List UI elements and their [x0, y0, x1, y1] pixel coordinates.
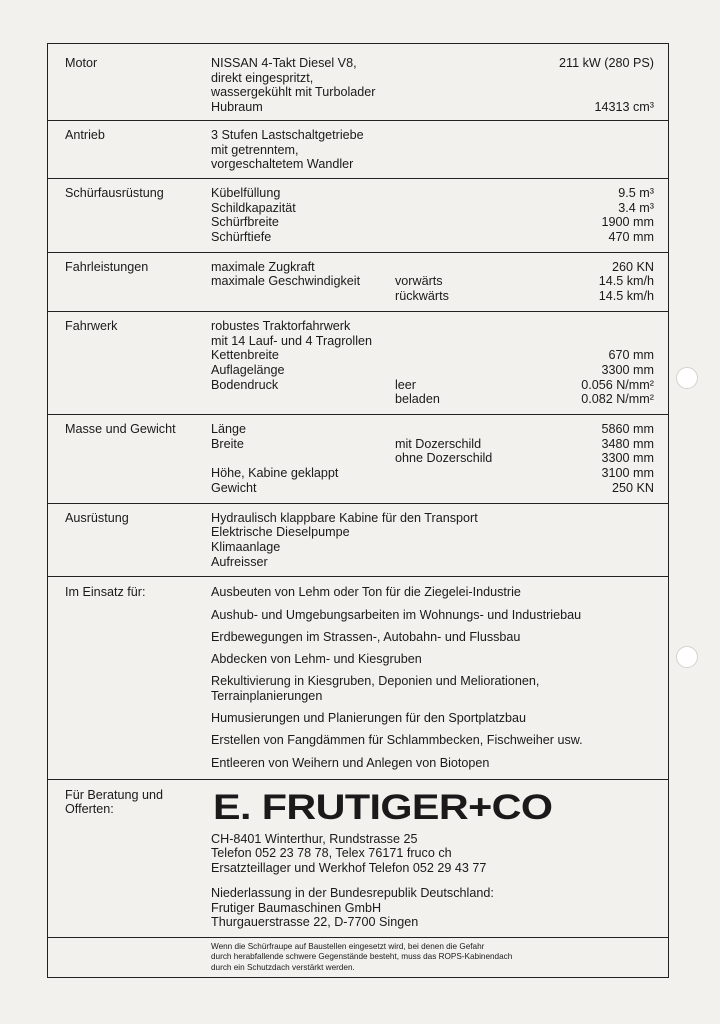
spec-sheet	[47, 43, 669, 978]
usage-item: Entleeren von Weihern und Anlegen von Biotopen	[211, 755, 490, 770]
spec-row	[211, 363, 654, 378]
spec-row	[211, 201, 654, 216]
spec-text: Hubraum	[211, 100, 263, 115]
section-label: Im Einsatz für:	[65, 585, 146, 600]
address-line: Ersatzteillager und Werkhof Telefon 052 29 43 77	[211, 861, 487, 876]
spec-value: 14313 cm³	[594, 100, 654, 115]
section-masse-gewicht	[48, 414, 668, 503]
spec-row	[211, 348, 654, 363]
section-ausruestung	[48, 503, 668, 577]
section-fahrleistungen	[48, 252, 668, 311]
usage-item: Ausbeuten von Lehm oder Ton für die Ziegelei-Industrie	[211, 585, 521, 600]
spec-value: 14.5 km/h	[598, 289, 654, 304]
spec-sub: leer	[395, 377, 416, 392]
address-line: CH-8401 Winterthur, Rundstrasse 25	[211, 831, 418, 846]
branch-line: Niederlassung in der Bundesrepublik Deutschland:	[211, 885, 494, 900]
spec-value: 3300 mm	[601, 362, 654, 377]
spec-row	[211, 71, 654, 86]
spec-text: Hydraulisch klappbare Kabine für den Transport	[211, 510, 478, 525]
spec-sub	[395, 348, 609, 363]
usage-item: Humusierungen und Planierungen für den Sportplatzbau	[211, 711, 527, 726]
usage-item: Abdecken von Lehm- und Kiesgruben	[211, 652, 422, 666]
spec-value: 3.4 m³	[618, 200, 654, 215]
spec-row	[211, 466, 654, 481]
spec-value: 211 kW (280 PS)	[559, 56, 654, 70]
spec-row	[211, 100, 654, 115]
spec-text: maximale Zugkraft	[211, 259, 315, 274]
spec-row	[211, 451, 654, 466]
spec-text	[211, 392, 395, 407]
spec-text	[211, 451, 395, 466]
section-label: Masse und Gewicht	[65, 422, 176, 437]
spec-text: robustes Traktorfahrwerk	[211, 318, 351, 333]
spec-row	[211, 143, 654, 158]
branch-address	[211, 886, 654, 930]
footnote-line: durch ein Schutzdach verstärkt werden.	[211, 962, 355, 972]
contact-label-line: Offerten:	[65, 802, 114, 817]
usage-item: Erdbewegungen im Strassen-, Autobahn- und Flussbau	[211, 629, 521, 644]
spec-sub	[395, 363, 602, 378]
spec-value: 1900 mm	[601, 215, 654, 230]
spec-sub: vorwärts	[395, 274, 443, 289]
section-label: Fahrleistungen	[65, 259, 149, 274]
spec-row	[211, 511, 654, 526]
section-antrieb	[48, 120, 668, 178]
contact-label	[65, 788, 163, 817]
section-fahrwerk	[48, 311, 668, 414]
spec-text: Gewicht	[211, 480, 257, 495]
spec-text: wassergekühlt mit Turbolader	[211, 85, 376, 100]
section-einsatz	[48, 576, 668, 778]
section-schuerfausruestung	[48, 178, 668, 252]
spec-text: Schürfbreite	[211, 215, 279, 230]
spec-text: maximale Geschwindigkeit	[211, 274, 361, 289]
spec-value: 3100 mm	[601, 466, 654, 481]
spec-sub	[395, 56, 559, 71]
usage-item: Aushub- und Umgebungsarbeiten im Wohnungs- und Industriebau	[211, 607, 582, 622]
spec-row	[211, 157, 654, 172]
spec-value: 3300 mm	[601, 451, 654, 466]
spec-value: 470 mm	[608, 230, 654, 245]
section-motor	[48, 44, 668, 120]
spec-text: Höhe, Kabine geklappt	[211, 466, 339, 481]
spec-sub	[395, 466, 602, 481]
spec-text: Breite	[211, 436, 244, 451]
spec-sub	[395, 481, 612, 496]
spec-row	[211, 319, 654, 334]
spec-text: Auflagelänge	[211, 362, 285, 377]
section-footnote	[48, 937, 668, 977]
spec-sub	[395, 100, 594, 115]
spec-value: 0.082 N/mm²	[581, 392, 654, 407]
spec-text: Schürftiefe	[211, 230, 272, 245]
spec-value: 9.5 m³	[618, 185, 654, 200]
spec-row	[211, 260, 654, 275]
spec-row	[211, 481, 654, 496]
spec-row	[211, 392, 654, 407]
spec-text: Kübelfüllung	[211, 185, 281, 200]
usage-item: Erstellen von Fangdämmen für Schlammbecken, Fischweiher usw.	[211, 733, 583, 748]
section-label: Antrieb	[65, 127, 105, 142]
section-contact	[48, 779, 668, 937]
spec-row	[211, 422, 654, 437]
spec-text: vorgeschaltetem Wandler	[211, 157, 354, 172]
spec-row	[211, 56, 654, 71]
spec-sub	[395, 230, 609, 245]
contact-label-line: Für Beratung und	[65, 787, 164, 802]
section-label: Ausrüstung	[65, 510, 129, 525]
spec-sub	[395, 201, 618, 216]
spec-text	[211, 289, 395, 304]
punch-hole-upper	[676, 367, 698, 389]
spec-value: 0.056 N/mm²	[581, 377, 654, 392]
spec-text: Aufreisser	[211, 554, 268, 569]
spec-row	[211, 540, 654, 555]
spec-sub: rückwärts	[395, 289, 449, 304]
section-label: Motor	[65, 56, 98, 70]
spec-row	[211, 85, 654, 100]
usage-item: Rekultivierung in Kiesgruben, Deponien und Meliorationen, Terrainplanierungen	[211, 674, 540, 703]
footnote	[211, 942, 668, 973]
spec-sub	[395, 215, 602, 230]
company-address	[211, 832, 654, 876]
spec-text: 3 Stufen Lastschaltgetriebe	[211, 127, 364, 142]
spec-value: 5860 mm	[601, 422, 654, 437]
spec-text: mit 14 Lauf- und 4 Tragrollen	[211, 333, 373, 348]
company-logo: E. FRUTIGER+CO	[213, 787, 553, 827]
spec-text: NISSAN 4-Takt Diesel V8,	[211, 56, 357, 70]
spec-sub: ohne Dozerschild	[395, 451, 493, 466]
spec-text: Kettenbreite	[211, 348, 279, 363]
spec-row	[211, 274, 654, 289]
spec-row	[211, 215, 654, 230]
spec-sub	[395, 260, 612, 275]
spec-value: 3480 mm	[601, 436, 654, 451]
spec-text: mit getrenntem,	[211, 142, 299, 157]
punch-hole-lower	[676, 646, 698, 668]
spec-row	[211, 334, 654, 349]
spec-value: 14.5 km/h	[598, 274, 654, 289]
spec-value: 670 mm	[608, 348, 654, 363]
spec-row	[211, 378, 654, 393]
spec-text: Elektrische Dieselpumpe	[211, 525, 350, 540]
spec-row	[211, 555, 654, 570]
address-line: Telefon 052 23 78 78, Telex 76171 fruco ch	[211, 846, 452, 861]
section-label: Schürfausrüstung	[65, 185, 164, 200]
spec-row	[211, 289, 654, 304]
footnote-line: durch herabfallende schwere Gegenstände besteht, muss das ROPS-Kabinendach	[211, 952, 513, 962]
spec-text: Bodendruck	[211, 377, 279, 392]
spec-sub: mit Dozerschild	[395, 436, 482, 451]
spec-row	[211, 186, 654, 201]
branch-line: Frutiger Baumaschinen GmbH	[211, 900, 382, 915]
spec-sub	[395, 71, 654, 86]
footnote-line: Wenn die Schürfraupe auf Baustellen eingesetzt wird, bei denen die Gefahr	[211, 941, 485, 951]
spec-text: Klimaanlage	[211, 539, 281, 554]
spec-sub	[395, 422, 602, 437]
spec-row	[211, 437, 654, 452]
spec-value: 260 KN	[611, 259, 654, 274]
spec-text: Länge	[211, 422, 247, 437]
section-label: Fahrwerk	[65, 318, 118, 333]
spec-sub	[395, 186, 618, 201]
spec-row	[211, 230, 654, 245]
spec-sub: beladen	[395, 392, 440, 407]
branch-line: Thurgauerstrasse 22, D-7700 Singen	[211, 915, 419, 930]
spec-text: Schildkapazität	[211, 200, 296, 215]
spec-value: 250 KN	[611, 480, 654, 495]
spec-row	[211, 128, 654, 143]
spec-text: direkt eingespritzt,	[211, 70, 314, 85]
spec-row	[211, 525, 654, 540]
